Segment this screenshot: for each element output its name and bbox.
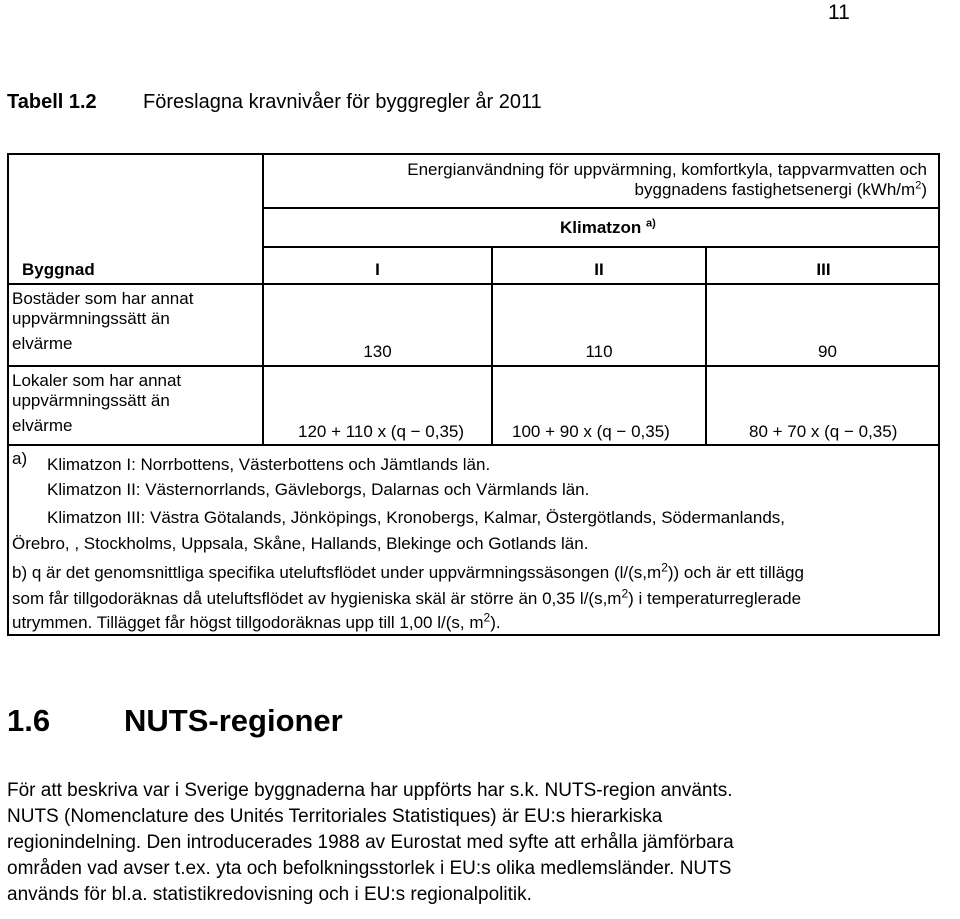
row-label-residential: Bostäder som har annat uppvärmningssätt än elvärme <box>12 289 194 353</box>
row-label-premises: Lokaler som har annat uppvärmningssätt än elvärme <box>12 371 182 435</box>
value-premises-zone-1: 120 + 110 x (q − 0,35) <box>298 422 465 441</box>
value-premises-zone-3: 80 + 70 x (q − 0,35) <box>749 422 898 441</box>
section-paragraph <box>7 778 907 908</box>
table-rule-row2 <box>7 444 940 446</box>
table-rule-row1 <box>7 365 940 367</box>
column-header-building: Byggnad <box>22 260 95 279</box>
footnote-b-line2: som får tillgodoräknas då uteluftsflödet av hygieniska skäl är större än 0,35 $l/(s,m^2)$ i temperaturreglerade <box>12 586 802 608</box>
column-header-zone-1: I <box>375 260 380 279</box>
footnote-b-line3: utrymmen. Tillägget får högst tillgodoräknas upp till 1,00 l/(s, $m^2$). <box>12 610 501 632</box>
table-rule-climate <box>262 246 940 248</box>
paragraph-line: används för bl.a. statistikredovisning och i EU:s regionalpolitik. <box>7 884 532 905</box>
paragraph-line: För att beskriva var i Sverige byggnaderna har uppförts har s.k. NUTS-region använts. <box>7 780 733 801</box>
footnote-zone-2: Klimatzon II: Västernorrlands, Gävleborgs, Dalarnas och Värmlands län. <box>47 480 590 499</box>
table-rule-header <box>262 207 940 209</box>
paragraph-line: regionindelning. Den introducerades 1988 av Eurostat med syfte att erhålla jämförbara <box>7 832 734 853</box>
table-caption-label: Tabell 1.2 <box>7 91 97 113</box>
section-title: NUTS-regioner <box>124 703 343 738</box>
climate-zone-header: Klimatzon $^{a)}$ <box>560 217 656 237</box>
section-number: 1.6 <box>7 703 51 738</box>
footnote-zone-3-line2: Örebro, , Stockholms, Uppsala, Skåne, Hallands, Blekinge och Gotlands län. <box>12 534 589 553</box>
footnote-a-marker: a) <box>12 449 28 468</box>
energy-header-line1: Energianvändning för uppvärmning, komfortkyla, tappvarmvatten och <box>407 160 927 179</box>
value-residential-zone-1: 130 <box>363 342 392 361</box>
paragraph-line: områden vad avser t.ex. yta och befolkningsstorlek i EU:s olika medlemsländer. NUTS <box>7 858 732 879</box>
paragraph-line: NUTS (Nomenclature des Unités Territoriales Statistiques) är EU:s hierarkiska <box>7 806 663 827</box>
value-premises-zone-2: 100 + 90 x (q − 0,35) <box>512 422 670 441</box>
footnote-zone-3-line1: Klimatzon III: Västra Götalands, Jönköpings, Kronobergs, Kalmar, Östergötlands, Södermanlands, <box>47 508 785 527</box>
page-number: 11 <box>828 1 850 24</box>
column-header-zone-3: III <box>816 260 831 279</box>
energy-header <box>262 160 927 200</box>
energy-header-line2: byggnadens fastighetsenergi $(kWh/m^2)$ <box>634 179 927 199</box>
value-residential-zone-2: 110 <box>585 342 613 361</box>
table-caption-title: Föreslagna kravnivåer för byggregler år 2011 <box>143 91 542 113</box>
section-heading <box>7 703 343 739</box>
column-header-zone-2: II <box>594 260 604 279</box>
value-residential-zone-3: 90 <box>818 342 837 361</box>
table-rule-columns <box>7 283 940 285</box>
footnote-b-line1: b) q är det genomsnittliga specifika uteluftsflödet under uppvärmningssäsongen $(l/(s,m^2))$ och är ett tillägg <box>12 560 804 582</box>
footnote-zone-1: Klimatzon I: Norrbottens, Västerbottens och Jämtlands län. <box>47 455 491 474</box>
